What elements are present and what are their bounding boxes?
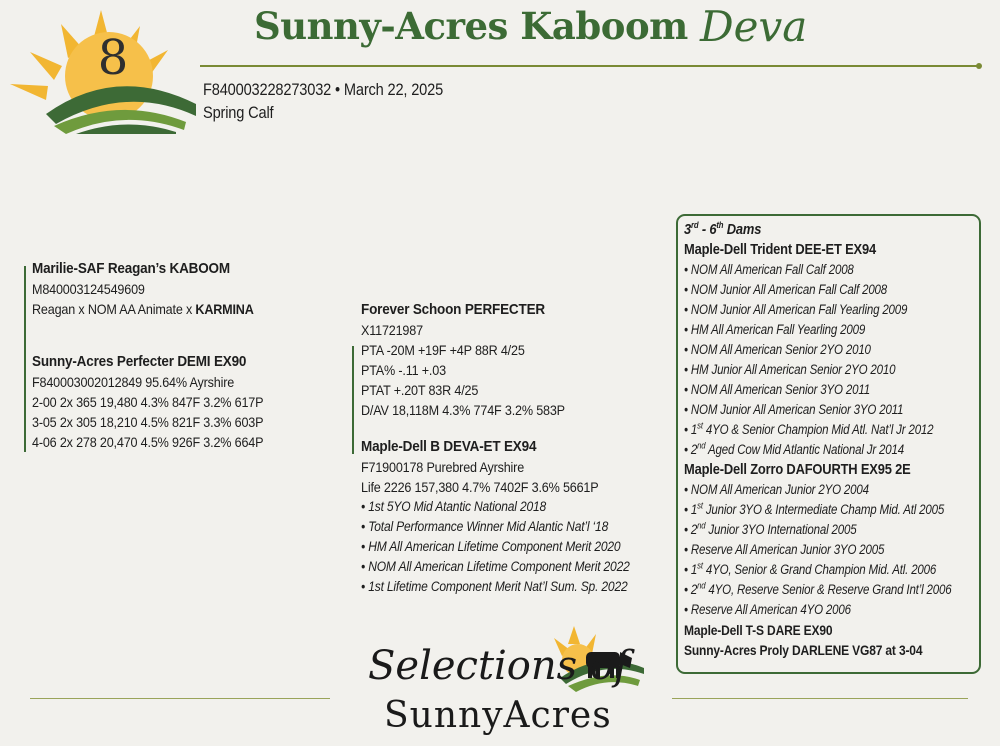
sire-block	[32, 259, 254, 319]
sire-pedigree: Reagan x NOM AA Animate x KARMINA	[32, 301, 254, 317]
sire-name: Marilie-SAF Reagan’s KABOOM	[32, 260, 230, 277]
page-title-script: Deva	[700, 2, 808, 51]
dam-record: 2-00 2x 365 19,480 4.3% 847F 3.2% 617P	[32, 394, 264, 410]
left-column-bar	[24, 266, 26, 452]
dam4-honor: • 1st 4YO, Senior & Grand Champion Mid. Atl. 2006	[684, 560, 937, 577]
dam-registration: F840003002012849 95.64% Ayrshire	[32, 374, 235, 390]
granddam-lifetime: Life 2226 157,380 4.7% 7402F 3.6% 5661P	[361, 479, 599, 495]
registration-date: F840003228273032 • March 22, 2025	[203, 80, 444, 99]
granddam-registration: F71900178 Purebred Ayrshire	[361, 459, 525, 475]
dam3-honor: • NOM Junior All American Fall Calf 2008	[684, 282, 888, 297]
damsire-registration: X11721987	[361, 322, 423, 338]
dam3-honor: • 1st 4YO & Senior Champion Mid Atl. Nat’l Jr 2012	[684, 420, 934, 437]
lot-number: 8	[97, 30, 129, 86]
damsire-proof-line: D/AV 18,118M 4.3% 774F 3.2% 583P	[361, 402, 565, 418]
dam3-honor: • NOM All American Senior 3YO 2011	[684, 382, 870, 397]
dam3-honor: • NOM Junior All American Senior 3YO 2011	[684, 402, 904, 417]
dam3-honor: • HM Junior All American Senior 2YO 2010	[684, 362, 896, 377]
damsire-proof-line: PTAT +.20T 83R 4/25	[361, 382, 479, 398]
dam6-name: Sunny-Acres Proly DARLENE VG87 at 3-04	[684, 642, 923, 658]
dam3-honor: • NOM Junior All American Fall Yearling 2009	[684, 302, 908, 317]
granddam-honor: • 1st 5YO Mid Atantic National 2018	[361, 499, 547, 514]
dam-block	[32, 352, 263, 452]
header-divider-dot	[976, 63, 982, 69]
dam4-name: Maple-Dell Zorro DAFOURTH EX95 2E	[684, 461, 911, 478]
dam3-honor: • 2nd Aged Cow Mid Atlantic National Jr 2014	[684, 440, 904, 457]
dam4-honor: • 2nd 4YO, Reserve Senior & Reserve Grand Int’l 2006	[684, 580, 952, 597]
granddam-honor: • NOM All American Lifetime Component Merit 2022	[361, 559, 630, 574]
damsire-proof-line: PTA -20M +19F +4P 88R 4/25	[361, 342, 525, 358]
animal-class: Spring Calf	[203, 103, 274, 122]
dam-record: 4-06 2x 278 20,470 4.5% 926F 3.2% 664P	[32, 434, 264, 450]
granddam-block	[361, 437, 630, 597]
footer-logo-wordmark: SunnyAcres	[384, 695, 612, 736]
dam3-name: Maple-Dell Trident DEE-ET EX94	[684, 241, 876, 258]
dam-name: Sunny-Acres Perfecter DEMI EX90	[32, 353, 247, 370]
dam4-honor: • Reserve All American Junior 3YO 2005	[684, 542, 885, 557]
dam-record: 3-05 2x 305 18,210 4.5% 821F 3.3% 603P	[32, 414, 264, 430]
dams-heading: 3rd - 6th Dams	[684, 220, 762, 238]
granddam-honor: • HM All American Lifetime Component Merit 2020	[361, 539, 621, 554]
dams-box-content	[684, 220, 951, 660]
dam5-name: Maple-Dell T-S DARE EX90	[684, 622, 833, 638]
dam3-honor: • NOM All American Fall Calf 2008	[684, 262, 854, 277]
damsire-name: Forever Schoon PERFECTER	[361, 301, 545, 318]
page-title: Sunny-Acres Kaboom	[254, 4, 688, 48]
dam4-honor: • 2nd Junior 3YO International 2005	[684, 520, 857, 537]
dam3-honor: • NOM All American Senior 2YO 2010	[684, 342, 871, 357]
footer-rule-left	[30, 698, 330, 699]
dam4-honor: • Reserve All American 4YO 2006	[684, 602, 851, 617]
footer-rule-right	[672, 698, 968, 699]
middle-column-bar	[352, 346, 354, 454]
granddam-name: Maple-Dell B DEVA-ET EX94	[361, 438, 537, 455]
damsire-proof-line: PTA% -.11 +.03	[361, 362, 446, 378]
dam3-honor: • HM All American Fall Yearling 2009	[684, 322, 866, 337]
dam4-honor: • 1st Junior 3YO & Intermediate Champ Mid. Atl 2005	[684, 500, 945, 517]
dam4-honor: • NOM All American Junior 2YO 2004	[684, 482, 869, 497]
header-divider	[200, 65, 980, 67]
footer-logo-script: Selections of	[368, 643, 629, 689]
sire-registration: M840003124549609	[32, 281, 145, 297]
damsire-block	[361, 300, 565, 420]
granddam-honor: • 1st Lifetime Component Merit Nat’l Sum. Sp. 2022	[361, 579, 628, 594]
granddam-honor: • Total Performance Winner Mid Alantic Nat’l ‘18	[361, 519, 609, 534]
